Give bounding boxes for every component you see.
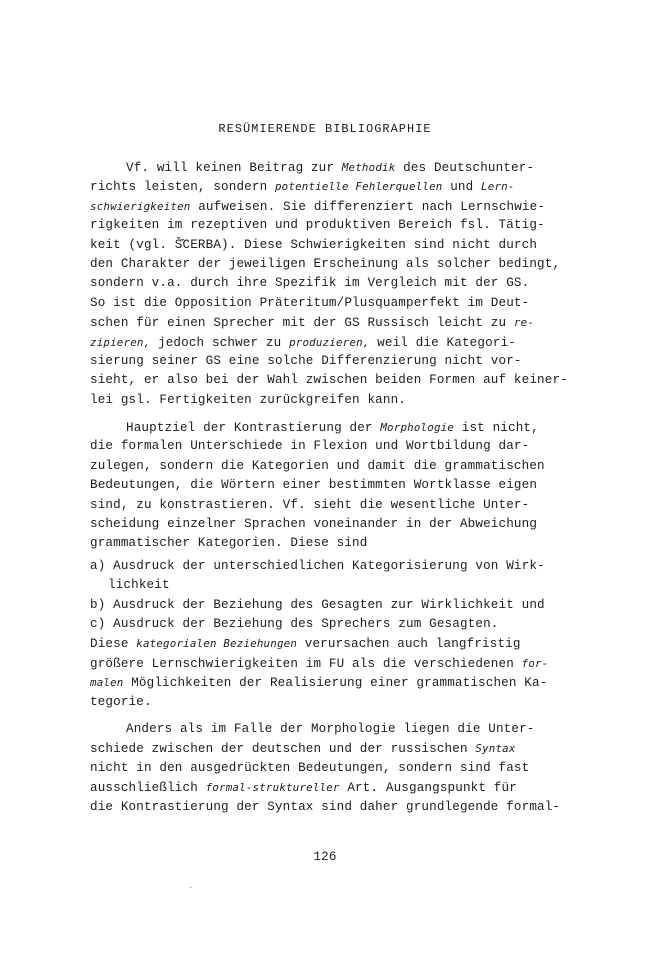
paragraph (90, 418, 550, 554)
text-line: schen für einen Sprecher mit der GS Russisch leicht zu re- (90, 316, 535, 331)
text-line: schwierigkeiten aufweisen. Sie differenziert nach Lernschwie- (90, 199, 546, 214)
text-line: ausschließlich formal-struktureller Art. Ausgangspunkt für (90, 781, 517, 796)
text-line: nicht in den ausgedrückten Bedeutungen, sondern sind fast (90, 760, 530, 775)
paragraph (90, 158, 568, 410)
text-line: sind, zu konstrastieren. Vf. sieht die wesentliche Unter- (90, 497, 530, 512)
text-line: größere Lernschwierigkeiten im FU als die verschiedenen for- (90, 656, 549, 671)
category-list (90, 557, 550, 635)
emphasized-term: Lern- (481, 180, 515, 194)
section-title: RESÜMIERENDE BIBLIOGRAPHIE (218, 122, 432, 136)
text-line: rigkeiten im rezeptiven und produktiven Bereich fsl. Tätig- (90, 218, 545, 233)
emphasized-term: potentielle Fehlerquellen (274, 180, 443, 194)
text-line: malen Möglichkeiten der Realisierung einer grammatischen Ka- (90, 676, 548, 691)
emphasized-term: Morphologie (380, 421, 455, 435)
text-line: Bedeutungen, die Wörtern einer bestimmten Wortklasse eigen (90, 478, 538, 493)
list-item-continuation: lichkeit (108, 578, 170, 593)
text-line: scheidung einzelner Sprachen voneinander in der Abweichung (90, 517, 538, 532)
emphasized-term: for- (521, 656, 549, 670)
text-line: Diese kategorialen Beziehungen verursachen auch langfristig (90, 637, 521, 652)
emphasized-term: malen (90, 676, 124, 690)
text-line: Hauptziel der Kontrastierung der Morphologie ist nicht, (126, 421, 539, 436)
text-line: sondern v.a. durch ihre Spezifik im Vergleich mit der GS. (90, 276, 530, 291)
emphasized-term: schwierigkeiten (90, 199, 191, 213)
list-item: c) Ausdruck der Beziehung des Sprechers zum Gesagten. (90, 616, 499, 631)
text-line: Anders als im Falle der Morphologie liegen die Unter- (126, 721, 535, 736)
emphasized-term: Methodik (341, 161, 396, 174)
scan-speck (190, 887, 192, 888)
text-line: richts leisten, sondern potentielle Fehlerquellen und Lern- (90, 180, 515, 195)
text-line: Vf. will keinen Beitrag zur Methodik des Deutschunter- (126, 161, 535, 175)
text-line: lei gsl. Fertigkeiten zurückgreifen kann. (90, 392, 407, 407)
emphasized-term: zipieren, (90, 335, 151, 349)
text-line: keit (vgl. Š̌CERBA). Diese Schwierigkeiten sind nicht durch (90, 237, 538, 252)
text-line: grammatischer Kategorien. Diese sind (90, 536, 368, 551)
emphasized-term: kategorialen Beziehungen (136, 637, 298, 651)
emphasized-term: Syntax (475, 742, 516, 756)
document-body (90, 158, 568, 817)
list-item: a) Ausdruck der unterschiedlichen Kategorisierung von Wirk- (90, 558, 545, 573)
text-line: sierung seiner GS eine solche Differenzierung nicht vor- (90, 353, 522, 368)
text-line: So ist die Opposition Präteritum/Plusquamperfekt im Deut- (90, 295, 530, 310)
text-line: die Kontrastierung der Syntax sind daher grundlegende formal- (90, 799, 561, 814)
text-line: zulegen, sondern die Kategorien und damit die grammatischen (90, 458, 545, 473)
paragraph (90, 720, 561, 817)
text-line: tegorie. (90, 694, 152, 709)
list-item: b) Ausdruck der Beziehung des Gesagten zur Wirklichkeit und (90, 597, 545, 612)
text-line: die formalen Unterschiede in Flexion und Wortbildung dar- (90, 439, 530, 454)
emphasized-term: produzieren, (289, 335, 370, 349)
text-line: schiede zwischen der deutschen und der russischen Syntax (90, 742, 516, 757)
paragraph (90, 634, 550, 712)
text-line: sieht, er also bei der Wahl zwischen beiden Formen auf keiner- (90, 373, 568, 388)
page-number: 126 (313, 850, 337, 864)
text-line: zipieren, jedoch schwer zu produzieren, weil die Kategori- (90, 335, 516, 350)
text-line: den Charakter der jeweiligen Erscheinung als solcher bedingt, (90, 256, 561, 271)
emphasized-term: formal-struktureller (205, 781, 340, 795)
emphasized-term: re- (513, 316, 535, 330)
